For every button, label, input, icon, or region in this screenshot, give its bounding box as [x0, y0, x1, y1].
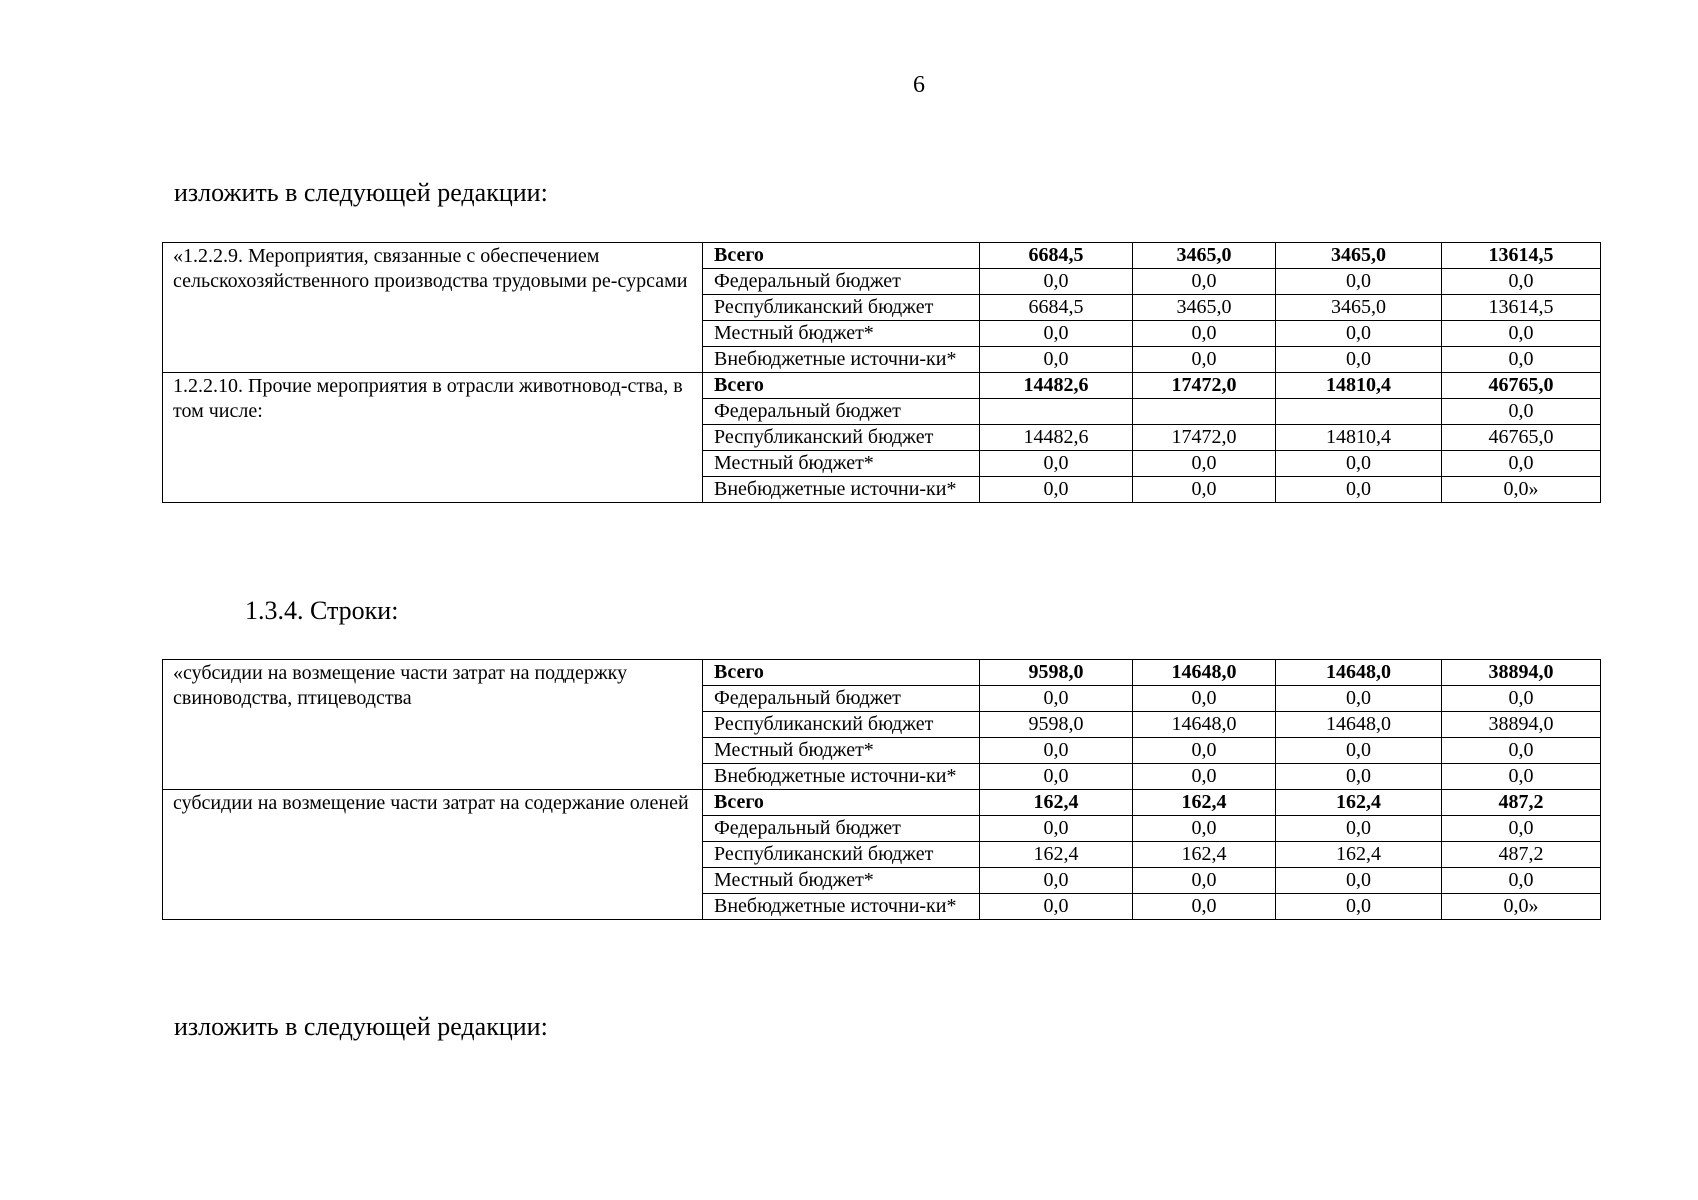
table-row: [163, 373, 1601, 399]
value-cell: 0,0: [1133, 816, 1276, 842]
value-cell: 0,0: [1133, 894, 1276, 920]
funding-source: Федеральный бюджет: [703, 399, 980, 425]
value-cell: 162,4: [1133, 790, 1276, 816]
value-cell: 0,0: [1133, 764, 1276, 790]
value-cell: 0,0: [980, 894, 1133, 920]
value-cell: 9598,0: [980, 712, 1133, 738]
funding-source: Местный бюджет*: [703, 451, 980, 477]
funding-source: Местный бюджет*: [703, 868, 980, 894]
value-cell: 14648,0: [1276, 660, 1442, 686]
value-cell: 0,0: [1276, 816, 1442, 842]
value-cell: 0,0: [1276, 269, 1442, 295]
total-cell: 0,0: [1442, 738, 1601, 764]
value-cell: [1133, 399, 1276, 425]
value-cell: 14482,6: [980, 425, 1133, 451]
value-cell: 0,0: [1133, 738, 1276, 764]
value-cell: 3465,0: [1276, 243, 1442, 269]
value-cell: 162,4: [980, 790, 1133, 816]
total-cell: 0,0: [1442, 816, 1601, 842]
total-cell: 0,0»: [1442, 894, 1601, 920]
value-cell: [1276, 399, 1442, 425]
funding-source: Республиканский бюджет: [703, 712, 980, 738]
value-cell: 3465,0: [1276, 295, 1442, 321]
outro-paragraph: изложить в следующей редакции:: [174, 1012, 548, 1041]
value-cell: 0,0: [1133, 269, 1276, 295]
total-cell: 46765,0: [1442, 373, 1601, 399]
total-cell: 0,0: [1442, 399, 1601, 425]
funding-source: Всего: [703, 660, 980, 686]
funding-source: Федеральный бюджет: [703, 686, 980, 712]
value-cell: 0,0: [980, 816, 1133, 842]
funding-source: Федеральный бюджет: [703, 269, 980, 295]
total-cell: 13614,5: [1442, 295, 1601, 321]
value-cell: 0,0: [1276, 321, 1442, 347]
value-cell: 0,0: [1276, 894, 1442, 920]
value-cell: 3465,0: [1133, 295, 1276, 321]
funding-source: Местный бюджет*: [703, 738, 980, 764]
measure-description: 1.2.2.10. Прочие мероприятия в отрасли животновод-ства, в том числе:: [163, 373, 703, 503]
funding-source: Внебюджетные источни-ки*: [703, 764, 980, 790]
page-number: 6: [913, 72, 925, 98]
value-cell: 14810,4: [1276, 373, 1442, 399]
funding-source: Республиканский бюджет: [703, 842, 980, 868]
table-row: [163, 243, 1601, 269]
total-cell: 487,2: [1442, 842, 1601, 868]
value-cell: 0,0: [1133, 477, 1276, 503]
value-cell: 0,0: [980, 868, 1133, 894]
value-cell: 3465,0: [1133, 243, 1276, 269]
total-cell: 0,0: [1442, 451, 1601, 477]
measure-description: «1.2.2.9. Мероприятия, связанные с обеспечением сельскохозяйственного производства трудовыми ре-сурсами: [163, 243, 703, 373]
value-cell: 0,0: [1276, 738, 1442, 764]
funding-source: Всего: [703, 790, 980, 816]
total-cell: 13614,5: [1442, 243, 1601, 269]
value-cell: 0,0: [980, 321, 1133, 347]
value-cell: 0,0: [1133, 868, 1276, 894]
value-cell: 0,0: [1276, 764, 1442, 790]
value-cell: [980, 399, 1133, 425]
budget-table-1: [162, 242, 1601, 503]
value-cell: 0,0: [980, 451, 1133, 477]
value-cell: 14648,0: [1276, 712, 1442, 738]
table-row: [163, 790, 1601, 816]
value-cell: 17472,0: [1133, 373, 1276, 399]
funding-source: Федеральный бюджет: [703, 816, 980, 842]
value-cell: 0,0: [1276, 477, 1442, 503]
total-cell: 46765,0: [1442, 425, 1601, 451]
value-cell: 0,0: [1133, 451, 1276, 477]
total-cell: 0,0: [1442, 686, 1601, 712]
funding-source: Всего: [703, 373, 980, 399]
value-cell: 0,0: [980, 477, 1133, 503]
value-cell: 14482,6: [980, 373, 1133, 399]
value-cell: 162,4: [1276, 790, 1442, 816]
funding-source: Внебюджетные источни-ки*: [703, 477, 980, 503]
value-cell: 0,0: [1133, 686, 1276, 712]
value-cell: 0,0: [1276, 868, 1442, 894]
total-cell: 38894,0: [1442, 660, 1601, 686]
funding-source: Внебюджетные источни-ки*: [703, 894, 980, 920]
table-row: [163, 660, 1601, 686]
total-cell: 0,0: [1442, 764, 1601, 790]
funding-source: Всего: [703, 243, 980, 269]
value-cell: 0,0: [980, 347, 1133, 373]
value-cell: 0,0: [1276, 686, 1442, 712]
value-cell: 162,4: [1133, 842, 1276, 868]
measure-description: «субсидии на возмещение части затрат на поддержку свиноводства, птицеводства: [163, 660, 703, 790]
value-cell: 14648,0: [1133, 660, 1276, 686]
value-cell: 6684,5: [980, 243, 1133, 269]
value-cell: 14648,0: [1133, 712, 1276, 738]
budget-table-2: [162, 659, 1601, 920]
value-cell: 9598,0: [980, 660, 1133, 686]
intro-paragraph: изложить в следующей редакции:: [174, 178, 548, 207]
section-heading: 1.3.4. Строки:: [245, 596, 399, 625]
value-cell: 0,0: [980, 764, 1133, 790]
value-cell: 0,0: [1133, 321, 1276, 347]
total-cell: 38894,0: [1442, 712, 1601, 738]
value-cell: 162,4: [1276, 842, 1442, 868]
total-cell: 487,2: [1442, 790, 1601, 816]
funding-source: Республиканский бюджет: [703, 425, 980, 451]
value-cell: 14810,4: [1276, 425, 1442, 451]
total-cell: 0,0»: [1442, 477, 1601, 503]
value-cell: 0,0: [980, 686, 1133, 712]
measure-description: субсидии на возмещение части затрат на содержание оленей: [163, 790, 703, 920]
value-cell: 6684,5: [980, 295, 1133, 321]
value-cell: 162,4: [980, 842, 1133, 868]
funding-source: Внебюджетные источни-ки*: [703, 347, 980, 373]
total-cell: 0,0: [1442, 868, 1601, 894]
funding-source: Республиканский бюджет: [703, 295, 980, 321]
value-cell: 0,0: [980, 738, 1133, 764]
value-cell: 0,0: [980, 269, 1133, 295]
value-cell: 17472,0: [1133, 425, 1276, 451]
funding-source: Местный бюджет*: [703, 321, 980, 347]
value-cell: 0,0: [1276, 451, 1442, 477]
total-cell: 0,0: [1442, 321, 1601, 347]
total-cell: 0,0: [1442, 269, 1601, 295]
total-cell: 0,0: [1442, 347, 1601, 373]
value-cell: 0,0: [1276, 347, 1442, 373]
value-cell: 0,0: [1133, 347, 1276, 373]
